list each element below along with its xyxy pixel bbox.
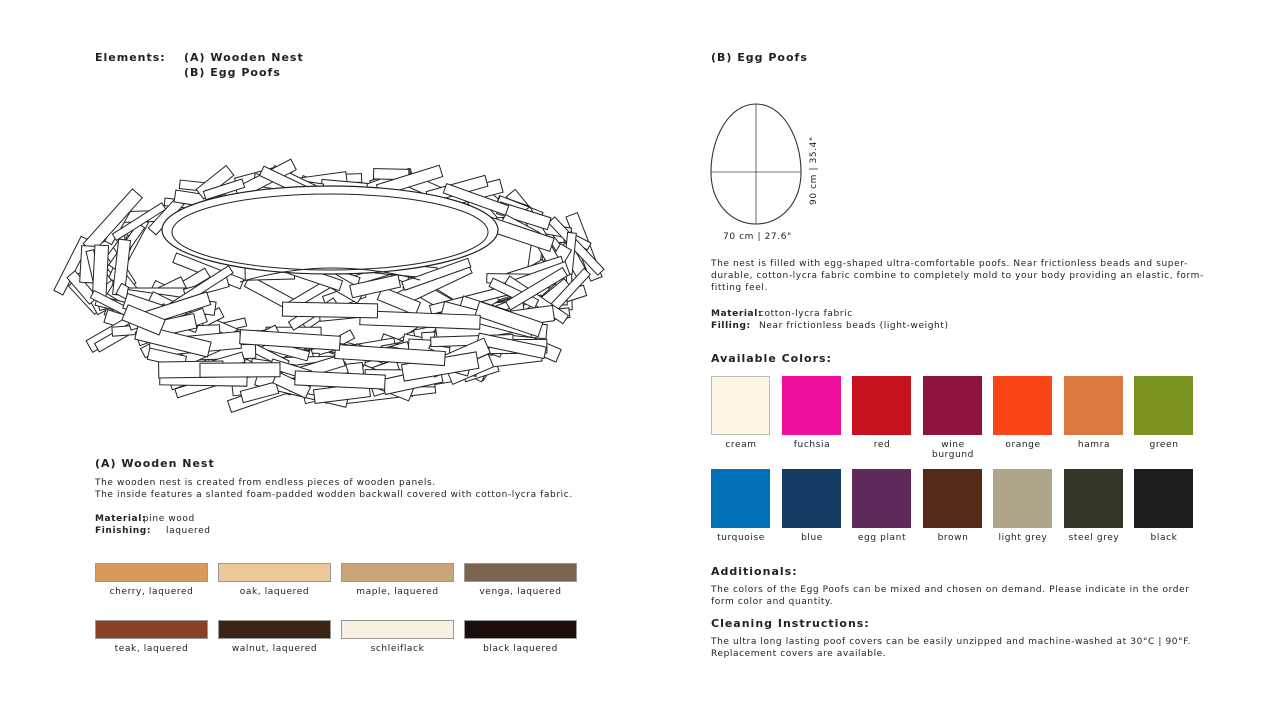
poof-height-label: 90 cm | 35.4" [809, 136, 819, 205]
nest-finishing-label: Finishing: [95, 526, 152, 536]
color-swatch [782, 469, 841, 528]
color-swatch [993, 376, 1052, 435]
poof-width-label: 70 cm | 27.6" [723, 232, 792, 242]
cleaning-title: Cleaning Instructions: [711, 617, 870, 630]
nest-material-value: pine wood [143, 514, 195, 524]
wood-swatch [464, 620, 577, 639]
wood-swatch [95, 563, 208, 582]
wood-swatch-label: walnut, laquered [231, 644, 318, 654]
cleaning-line-1: The ultra long lasting poof covers can be easily unzipped and machine-washed at 30°C | 90°F. [711, 637, 1192, 647]
cleaning-line-2: Replacement covers are available. [711, 649, 887, 659]
color-swatch-label: black [1150, 533, 1178, 543]
color-swatch [1134, 376, 1193, 435]
color-swatch [923, 469, 982, 528]
wood-swatch [218, 563, 331, 582]
color-swatch-label: light grey [998, 533, 1048, 543]
wooden-nest-illustration [90, 160, 580, 430]
color-swatch-label: wine burgund [932, 440, 974, 460]
egg-poof-diagram [705, 100, 825, 230]
color-swatch-label: brown [937, 533, 969, 543]
poof-desc-1: The nest is filled with egg-shaped ultra-comfortable poofs. Near frictionless beads and super- [711, 259, 1188, 269]
color-swatch [923, 376, 982, 435]
color-swatch-label: blue [801, 533, 823, 543]
nest-finishing-value: laquered [166, 526, 211, 536]
nest-desc-1: The wooden nest is created from endless pieces of wooden panels. [95, 478, 436, 488]
wood-swatch [341, 620, 454, 639]
color-swatch [852, 469, 911, 528]
poof-desc-2: durable, cotton-lycra fabric combine to completely mold to your body providing an elastic, form- [711, 271, 1204, 281]
additionals-title: Additionals: [711, 565, 798, 578]
color-swatch-label: turquoise [717, 533, 765, 543]
color-swatch [1134, 469, 1193, 528]
wood-swatch [218, 620, 331, 639]
wood-swatch [341, 563, 454, 582]
poof-material-value: cotton-lycra fabric [759, 309, 853, 319]
poof-desc-3: fitting feel. [711, 283, 768, 293]
nest-material-label: Material: [95, 514, 147, 524]
color-swatch [993, 469, 1052, 528]
color-swatch [852, 376, 911, 435]
wood-swatch-label: cherry, laquered [109, 587, 194, 597]
color-swatch [1064, 376, 1123, 435]
color-swatch [711, 469, 770, 528]
colors-title: Available Colors: [711, 352, 832, 365]
color-swatch-label: steel grey [1068, 533, 1120, 543]
elements-label: Elements: [95, 51, 166, 64]
color-swatch [711, 376, 770, 435]
color-swatch-label: orange [1005, 440, 1041, 450]
elements-item-b: (B) Egg Poofs [184, 66, 281, 79]
additionals-line-1: The colors of the Egg Poofs can be mixed and chosen on demand. Please indicate in the order [711, 585, 1190, 595]
wood-swatch [95, 620, 208, 639]
wood-swatch-label: teak, laquered [114, 644, 189, 654]
elements-item-a: (A) Wooden Nest [184, 51, 304, 64]
color-swatch [782, 376, 841, 435]
wood-swatch-label: oak, laquered [239, 587, 310, 597]
poof-material-label: Material: [711, 309, 763, 319]
wood-swatch [464, 563, 577, 582]
wood-swatch-label: schleiflack [370, 644, 425, 654]
poof-title: (B) Egg Poofs [711, 51, 808, 64]
additionals-line-2: form color and quantity. [711, 597, 834, 607]
poof-filling-label: Filling: [711, 321, 751, 331]
color-swatch-label: hamra [1077, 440, 1111, 450]
color-swatch [1064, 469, 1123, 528]
color-swatch-label: green [1149, 440, 1179, 450]
color-swatch-label: cream [725, 440, 757, 450]
poof-filling-value: Near frictionless beads (light-weight) [759, 321, 949, 331]
color-swatch-label: egg plant [857, 533, 907, 543]
color-swatch-label: fuchsia [793, 440, 831, 450]
nest-desc-2: The inside features a slanted foam-padded wodden backwall covered with cotton-lycra fabric. [95, 490, 573, 500]
color-swatch-label: red [873, 440, 891, 450]
nest-title: (A) Wooden Nest [95, 457, 215, 470]
wood-swatch-label: black laquered [483, 644, 558, 654]
wood-swatch-label: venga, laquered [479, 587, 562, 597]
wood-swatch-label: maple, laquered [356, 587, 439, 597]
